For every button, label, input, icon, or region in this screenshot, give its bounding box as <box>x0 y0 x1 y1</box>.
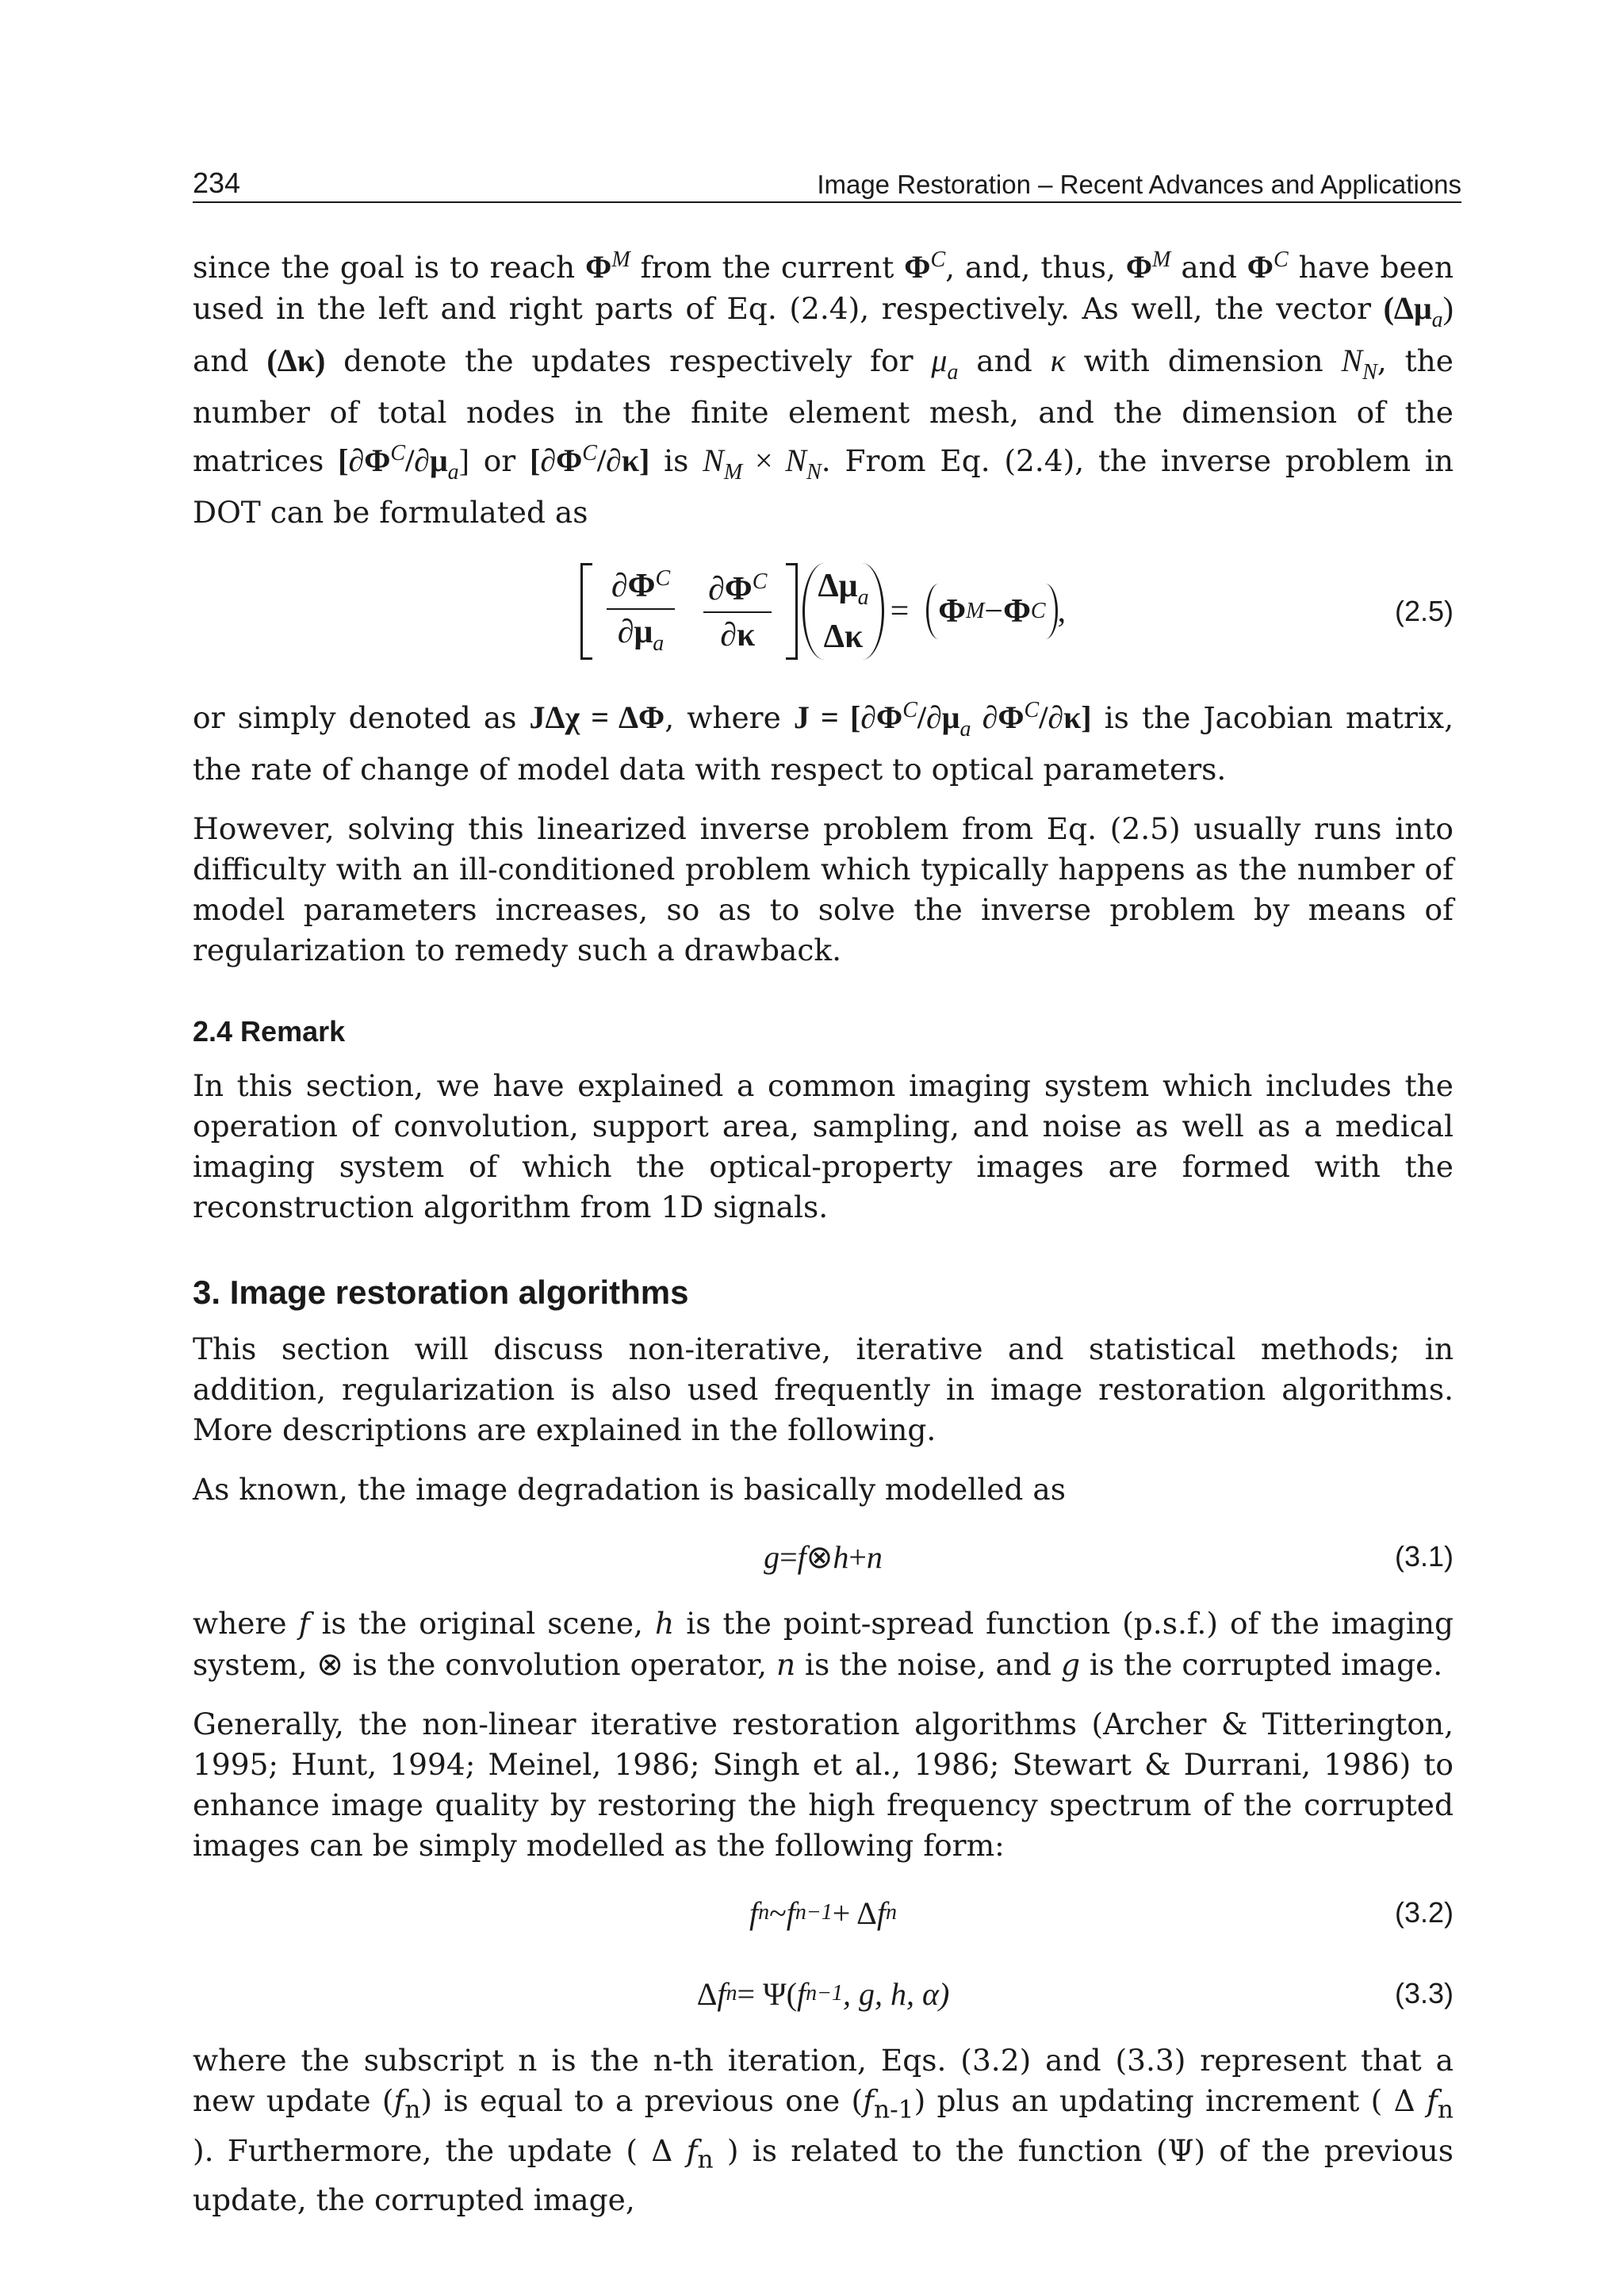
paragraph-section-intro: This section will discuss non-iterative, iterative and statistical methods; in addition, regularization is also used frequently in image restoration algorithms. More descriptions are explained in the following. <box>193 1331 1454 1447</box>
jacobian-matrix: $\frac{\partial\Phi^C}{\partial\mu_a}$ $\frac{\partial\Phi^C}{\partial\kappa}$ <box>580 563 799 660</box>
equation-number: (3.3) <box>1394 1977 1454 2009</box>
paragraph-update-explanation: where the subscript n is the n-th iteration, Eqs. (3.2) and (3.3) represent that a new update $(f_n)$ is equal to a previous one $(f_{n-1})$ plus an updating increment ( Δ $f_n$ ). Furthermore, the update ( Δ $f_n$ ) is related to the function (Ψ) of the previous update, the corrupted image, <box>193 2043 1454 2217</box>
page-header <box>193 163 1461 203</box>
equation-number: (2.5) <box>1394 595 1454 627</box>
paragraph-ill-conditioned: However, solving this linearized inverse problem from Eq. (2.5) usually runs into difficulty with an ill-conditioned problem which typically happens as the number of model parameters increases, so as to solve the inverse problem by means of regularization to remedy such a drawback. <box>193 811 1454 967</box>
paragraph-iterative-algorithms: Generally, the non-linear iterative restoration algorithms (Archer & Titterington, 1995; Hunt, 1994; Meinel, 1986; Singh et al., 1986; Stewart & Durrani, 1986) to enhance image quality by restoring the high frequency spectrum of the corrupted images can be simply modelled as the following form: <box>193 1707 1454 1863</box>
paragraph-degradation-model: As known, the image degradation is basically modelled as <box>193 1472 1066 1507</box>
equation-number: (3.1) <box>1394 1540 1454 1573</box>
equation-3-1: g = f ⊗ h + n (3.1) <box>764 1538 1454 1575</box>
paragraph-variable-definitions: where f is the original scene, h is the point-spread function (p.s.f.) of the imaging system, ⊗ is the convolution operator, n is the noise, and g is the corrupted image. <box>193 1606 1454 1682</box>
equation-3-3: Δ f n = Ψ( f n−1 , g, h, α) (3.3) <box>696 1975 1454 2012</box>
equation-3-2: f n ~ f n−1 + Δ f n (3.2) <box>749 1894 1454 1931</box>
equation-2-5: $\frac{\partial\Phi^C}{\partial\mu_a}$ $\frac{\partial\Phi^C}{\partial\kappa}$ $\Delta\mu_a$ Δκ = Φ M − Φ C , (2.5) <box>193 552 1454 671</box>
update-vector: $\Delta\mu_a$ Δκ <box>802 563 883 660</box>
equation-number: (3.2) <box>1394 1896 1454 1929</box>
section-heading-restoration: 3. Image restoration algorithms <box>193 1274 689 1311</box>
paragraph-dot-updates: since the goal is to reach $\Phi^M$ from the current $\Phi^C$, and, thus, $\Phi^M$ and $\Phi^C$ have been used in the left and right parts of Eq. (2.4), respectively. As well, the vector $(\Delta\mu_a)$ and (Δκ) denote the updates respectively for $\mu_a$ and κ with dimension $N_N$, the number of total nodes in the finite element mesh, and the dimension of the matrices $[\partial\Phi^C/\partial\mu_a]$ or $[\partial\Phi^C/\partial\kappa]$ is $N_M \times N_N$. From Eq. (2.4), the inverse problem in DOT can be formulated as <box>193 247 1454 530</box>
residual-term: Φ M − Φ C <box>926 584 1057 639</box>
body-text <box>193 239 1454 2220</box>
paragraph-remark: In this section, we have explained a common imaging system which includes the operation of convolution, support area, sampling, and noise as well as a medical imaging system of which the optical-property images are formed with the reconstruction algorithm from 1D signals. <box>193 1068 1454 1224</box>
subsection-heading-remark: 2.4 Remark <box>193 1015 346 1048</box>
running-head: Image Restoration – Recent Advances and Applications <box>817 170 1461 199</box>
page-number: 234 <box>193 167 241 199</box>
paragraph-jacobian: or simply denoted as JΔχ = ΔΦ, where $J = [\partial\Phi^C/\partial\mu_a$ $\partial\Phi^C/\partial\kappa$] is the Jacobian matrix, the rate of change of model data with respect to optical parameters. <box>193 698 1454 787</box>
